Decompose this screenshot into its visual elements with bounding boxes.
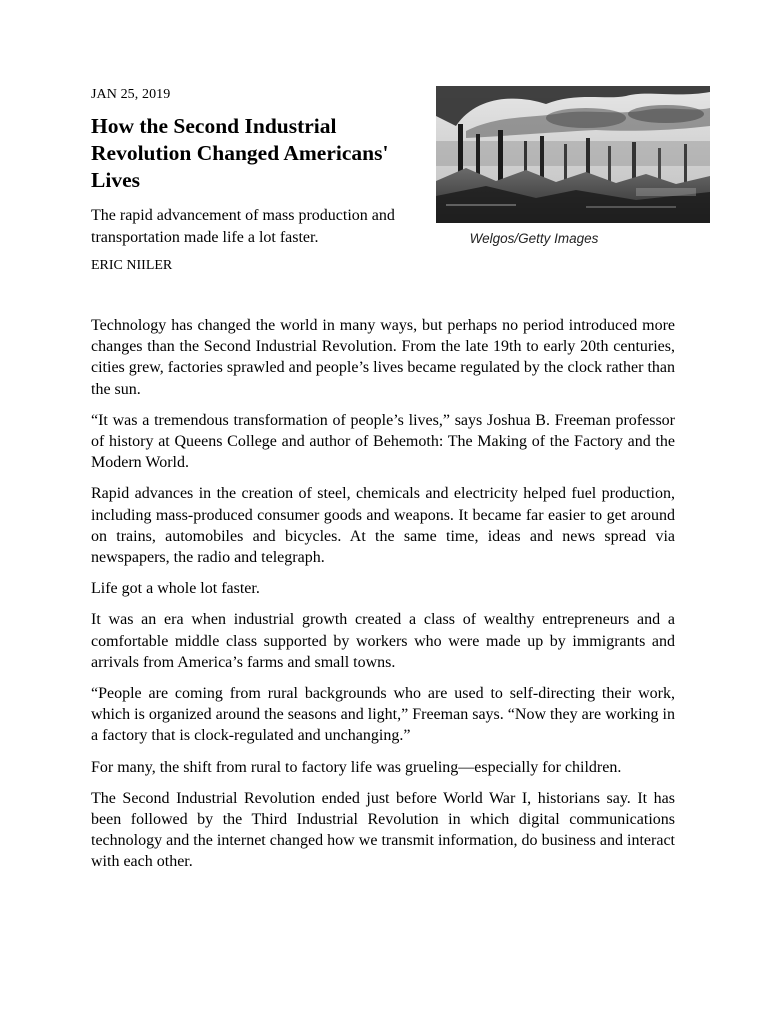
body-paragraph: Rapid advances in the creation of steel, chemicals and electricity helped fuel production, including mass-produced consumer goods and weapons. It became far easier to get around on trains, automobiles and bicycles. At the same time, ideas and news spread via newspapers, the radio and telegraph. (91, 485, 675, 567)
body-paragraph: Life got a whole lot faster. (91, 580, 260, 598)
body-paragraph: “People are coming from rural backgrounds who are used to self-directing their work, which is organized around the seasons and light,” Freeman says. “Now they are working in a factory that is clock-regulated and unchanging.” (91, 685, 675, 745)
factory-smokestacks-photo (436, 86, 710, 223)
image-caption: Welgos/Getty Images (469, 231, 599, 246)
body-paragraph: The Second Industrial Revolution ended just before World War I, historians say. It has been followed by the Third Industrial Revolution in which digital communications technology and the internet changed how we transmit information, do business and interact with each other. (91, 789, 675, 871)
body-paragraph: Technology has changed the world in many ways, but perhaps no period introduced more changes than the Second Industrial Revolution. From the late 19th to early 20th centuries, cities grew, factories sprawled and people’s lives became regulated by the clock rather than the sun. (91, 317, 675, 398)
body-paragraph: “It was a tremendous transformation of people’s lives,” says Joshua B. Freeman professor of history at Queens College and author of Behemoth: The Making of the Factory and the Modern World. (91, 411, 675, 472)
article-date: JAN 25, 2019 (91, 87, 171, 102)
body-paragraph: It was an era when industrial growth created a class of wealthy entrepreneurs and a comfortable middle class supported by workers who were made up by immigrants and arrivals from America’s farms and small towns. (91, 611, 675, 671)
article-title: How the Second Industrial Revolution Changed Americans' Lives (91, 114, 389, 192)
factory-photo-illustration (436, 86, 710, 223)
article-body (91, 315, 675, 883)
article-subtitle: The rapid advancement of mass production and transportation made life a lot faster. (91, 207, 395, 246)
article-author: ERIC NIILER (91, 258, 173, 273)
body-paragraph: For many, the shift from rural to factory life was grueling—especially for children. (91, 758, 622, 776)
